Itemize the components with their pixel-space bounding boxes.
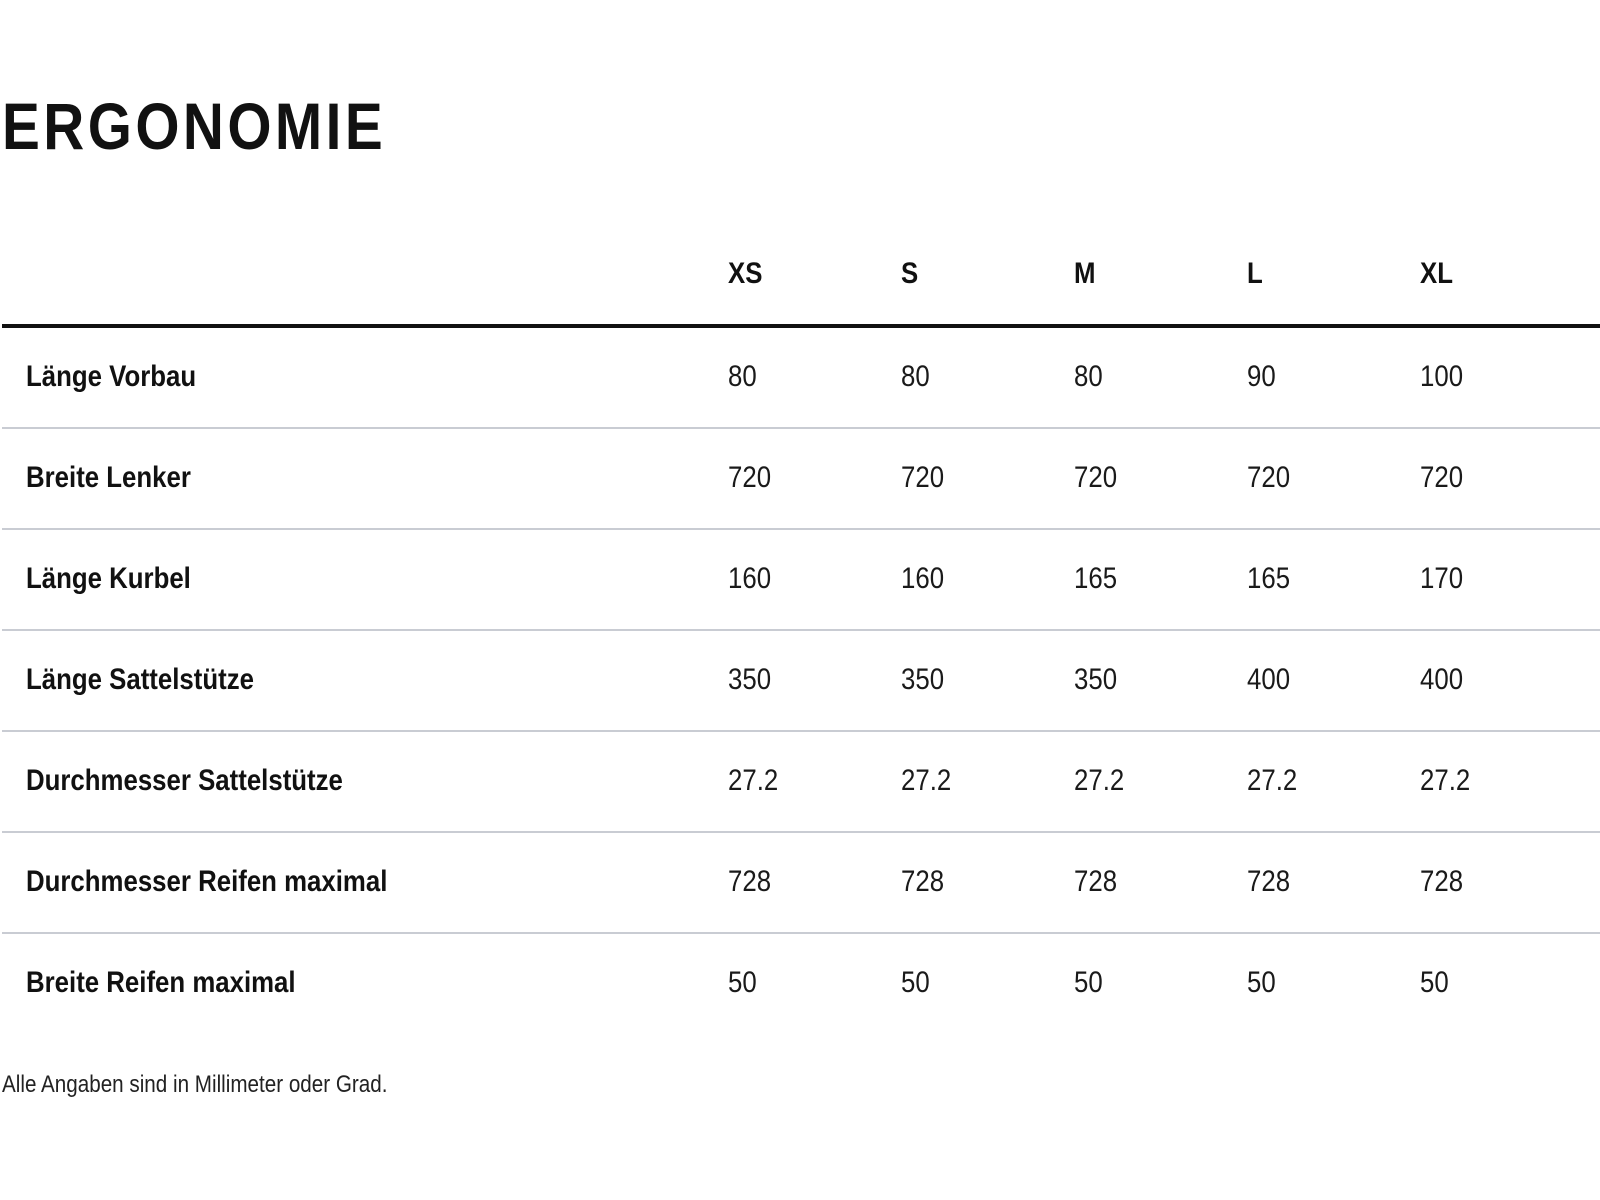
row-label: Breite Reifen maximal — [26, 966, 296, 999]
table-cell: 50 — [901, 966, 930, 999]
table-row — [2, 631, 1600, 732]
table-cell: 720 — [1420, 461, 1464, 494]
row-label: Länge Sattelstütze — [26, 663, 254, 696]
table-cell: 165 — [1247, 562, 1291, 595]
table-cell: 728 — [901, 865, 945, 898]
table-cell: 350 — [901, 663, 945, 696]
table-cell: 720 — [1247, 461, 1291, 494]
table-cell: 27.2 — [728, 764, 779, 797]
table-row — [2, 732, 1600, 833]
table-cell: 27.2 — [901, 764, 952, 797]
table-cell: 400 — [1420, 663, 1464, 696]
row-label: Breite Lenker — [26, 461, 191, 494]
table-cell: 80 — [728, 360, 757, 393]
table-cell: 80 — [901, 360, 930, 393]
table-cell: 728 — [1420, 865, 1464, 898]
table-cell: 50 — [1247, 966, 1276, 999]
row-label: Länge Kurbel — [26, 562, 191, 595]
row-label: Länge Vorbau — [26, 360, 197, 393]
ergonomics-table — [2, 228, 1600, 1033]
row-label: Durchmesser Sattelstütze — [26, 764, 343, 797]
column-header-l: L — [1247, 257, 1263, 290]
table-cell: 50 — [1420, 966, 1449, 999]
table-cell: 720 — [901, 461, 945, 494]
column-header-xl: XL — [1420, 257, 1453, 290]
table-row — [2, 530, 1600, 631]
table-cell: 160 — [728, 562, 772, 595]
table-cell: 80 — [1074, 360, 1103, 393]
table-cell: 350 — [728, 663, 772, 696]
table-header-row — [2, 228, 1600, 328]
table-cell: 170 — [1420, 562, 1464, 595]
table-cell: 27.2 — [1247, 764, 1298, 797]
table-cell: 160 — [901, 562, 945, 595]
table-cell: 27.2 — [1420, 764, 1471, 797]
column-header-xs: XS — [728, 257, 763, 290]
table-cell: 27.2 — [1074, 764, 1125, 797]
table-row — [2, 833, 1600, 934]
table-cell: 728 — [1247, 865, 1291, 898]
column-header-s: S — [901, 257, 919, 290]
table-cell: 400 — [1247, 663, 1291, 696]
units-footnote: Alle Angaben sind in Millimeter oder Grad. — [2, 1071, 388, 1098]
table-cell: 728 — [728, 865, 772, 898]
page-title: ERGONOMIE — [2, 89, 387, 163]
table-cell: 350 — [1074, 663, 1118, 696]
table-cell: 90 — [1247, 360, 1276, 393]
table-row — [2, 934, 1600, 1033]
table-cell: 50 — [1074, 966, 1103, 999]
table-cell: 720 — [728, 461, 772, 494]
table-cell: 720 — [1074, 461, 1118, 494]
table-cell: 728 — [1074, 865, 1118, 898]
table-row — [2, 328, 1600, 429]
row-label: Durchmesser Reifen maximal — [26, 865, 388, 898]
table-cell: 50 — [728, 966, 757, 999]
table-row — [2, 429, 1600, 530]
table-cell: 165 — [1074, 562, 1118, 595]
table-cell: 100 — [1420, 360, 1464, 393]
column-header-m: M — [1074, 257, 1096, 290]
